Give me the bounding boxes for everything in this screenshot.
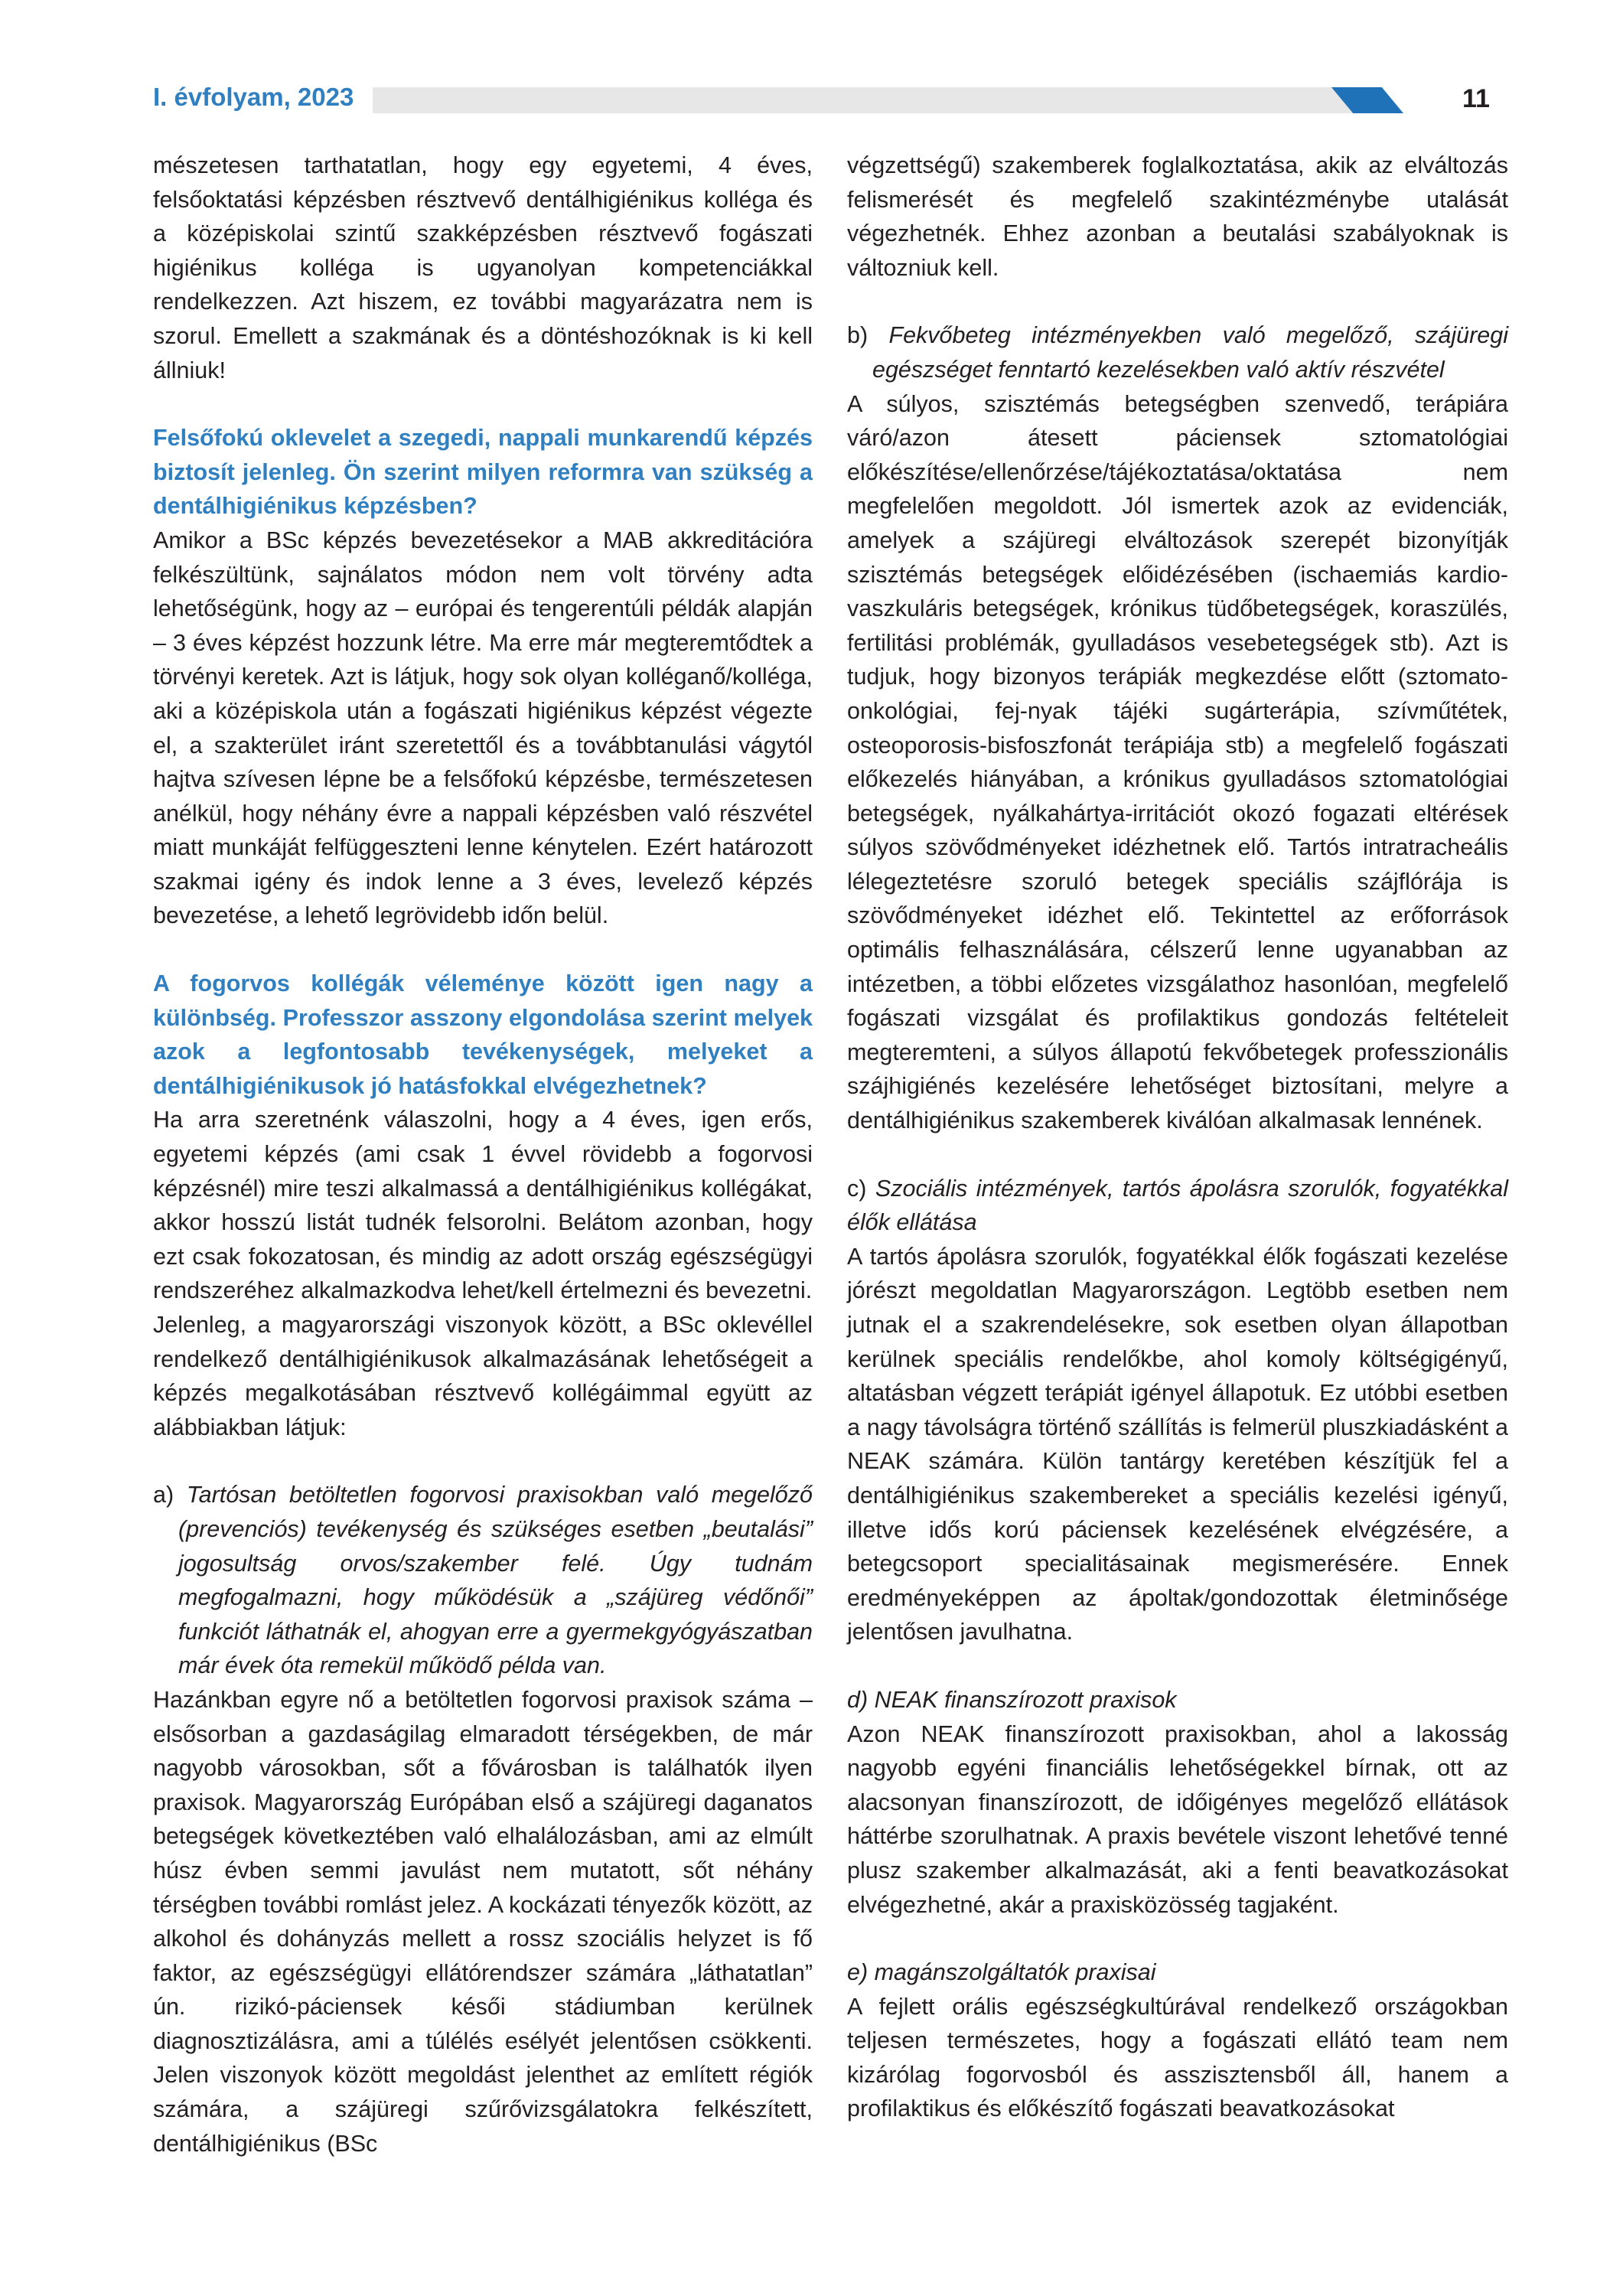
list-item-label: a) xyxy=(153,1482,174,1508)
list-item-b xyxy=(847,318,1508,386)
list-item-c xyxy=(847,1172,1508,1240)
paragraph: Jelenleg, a magyarországi viszonyok között, a BSc oklevéllel rendelkező dentálhigiénikusok alkalmazásának lehetőségeit a képzés megalkotásában résztvevő kollégáimmal együtt az alábbiakban látjuk: xyxy=(153,1312,813,1440)
paragraph: A súlyos, szisztémás betegségben szenvedő, terápiára váró/azon átesett páciensek sztomatológiai előkészítése/ellenőrzése/tájékoztatása/oktatása nem megfelelően megoldott. Jól ismertek azok az evidenciák, amelyek a szájüregi elváltozások szerepét bizonyítják szisztémás betegségek előidézésében (ischaemiás kardio-vaszkuláris betegségek, krónikus tüdőbetegségek, koraszülés, fertilitási problémák, gyulladásos vesebetegségek stb). Azt is tudjuk, hogy bizonyos terápiák megkezdése előtt (sztomato-onkológiai, fej-nyak tájéki sugárterápia, szívműtétek, osteoporosis-bisfoszfonát terápiája stb) a megfelelő fogászati előkezelés hiányában, a krónikus gyulladásos sztomatológiai betegségek, nyálkahártya-irritációt okozó fogazati eltérések súlyos szövődményeket idézhetnek elő. Tartós intratracheális lélegeztetésre szoruló betegek speciális szájflórája is szövődményeket idézhet elő. Tekintettel az erőforrások optimális felhasználására, célszerű lenne ugyanabban az intézetben, a többi előzetes vizsgálathoz hasonlóan, megfelelő fogászati vizsgálat és profilaktikus gondozás feltételeit megteremteni, a súlyos állapotú fekvőbetegek professzionális szájhigiénés kezelésére lehetőséget biztosítani, melyre a dentálhigiénikus szakemberek kiválóan alkalmasak lennének. xyxy=(847,390,1508,1134)
right-column xyxy=(847,148,1508,2126)
list-item-text: Szociális intézmények, tartós ápolásra szorulók, fogyatékkal élők ellátása xyxy=(847,1175,1508,1236)
header-bar xyxy=(373,87,1383,113)
volume-label: I. évfolyam, 2023 xyxy=(153,83,354,111)
interview-question: A fogorvos kollégák véleménye között igen nagy a különbség. Professzor asszony elgondolása szerint melyek azok a legfontosabb tevékenységek, melyeket a dentálhigiénikusok jó hatásfokkal elvégezhetnek? xyxy=(153,970,813,1099)
list-item-text: Fekvőbeteg intézményekben való megelőző, szájüregi egészséget fenntartó kezelésekben való aktív részvétel xyxy=(872,322,1508,383)
paragraph: végzettségű) szakemberek foglalkoztatása, akik az elváltozás felismerését és megfelelő szakintézménybe utalását végezhetnék. Ehhez azonban a beutalási szabályoknak is változniuk kell. xyxy=(847,152,1508,281)
list-item-d: d) NEAK finanszírozott praxisok xyxy=(847,1686,1177,1713)
paragraph: A tartós ápolásra szorulók, fogyatékkal élők fogászati kezelése jórészt megoldatlan Magyarországon. Legtöbb esetben nem jutnak el a szakrendelésekre, sok esetben olyan állapotban kerülnek speciális rendelőkbe, ahol komoly költségigényű, altatásban végzett terápiát igényel állapotuk. Ez utóbbi esetben a nagy távolságra történő szállítás is felmerül pluszkiadásként a NEAK számára. Külön tantárgy keretében készítjük fel a dentálhigiénikus szakembereket a speciális kezelési igényű, illetve idős korú páciensek kezelésének elvégzésére, a betegcsoport specialitásainak megismerésére. Ennek eredményeképpen az ápoltak/gondozottak életminősége jelentősen javulhatna. xyxy=(847,1243,1508,1645)
list-item-label: c) xyxy=(847,1175,867,1202)
list-item-text: Tartósan betöltetlen fogorvosi praxisokban való megelőző (prevenciós) tevékenység és szükséges esetben „beutalási” jogosultság orvos/szakember felé. Úgy tudnám megfogalmazni, hogy működésük a „szájüreg védőnői” funkciót láthatnák el, ahogyan erre a gyermekgyógyászatban már évek óta remekül működő példa van. xyxy=(178,1482,813,1679)
paragraph: Azon NEAK finanszírozott praxisokban, ahol a lakosság nagyobb egyéni financiális lehetőségekkel bírnak, ott az alacsonyan finanszírozott, de időigényes megelőző ellátások háttérbe szorulhatnak. A praxis bevétele viszont lehetővé tenné plusz szakember alkalmazását, aki a fenti beavatkozásokat elvégezhetné, akár a praxisközösség tagjaként. xyxy=(847,1720,1508,1918)
list-item-label: b) xyxy=(847,322,869,349)
page-number: 11 xyxy=(1462,84,1490,113)
list-item-a xyxy=(153,1478,813,1683)
interview-question: Felsőfokú oklevelet a szegedi, nappali munkarendű képzés biztosít jelenleg. Ön szerint milyen reformra van szükség a dentálhigiénikus képzésben? xyxy=(153,425,813,520)
paragraph: Amikor a BSc képzés bevezetésekor a MAB akkreditációra felkészültünk, sajnálatos módon nem volt törvény adta lehetőségünk, hogy az – európai és tengerentúli példák alapján – 3 éves képzést hozzunk létre. Ma erre már megteremtődtek a törvényi keretek. Azt is látjuk, hogy sok olyan kolléganő/kolléga, aki a középiskola után a fogászati higiénikus képzést végezte el, a szakterület iránt szeretettől és a továbbtanulási vágytól hajtva szívesen lépne be a felsőfokú képzésbe, természetesen anélkül, hogy néhány évre a nappali képzésben való részvétel miatt munkáját felfüggeszteni lenne kénytelen. Ezért határozott szakmai igény és indok lenne a 3 éves, levelező képzés bevezetése, a lehető legrövidebb időn belül. xyxy=(153,527,813,929)
paragraph: A fejlett orális egészségkultúrával rendelkező országokban teljesen természetes, hogy a fogászati ellátó team nem kizárólag fogorvosból és asszisztensből áll, hanem a profilaktikus és előkészítő fogászati beavatkozásokat xyxy=(847,1993,1508,2122)
left-column xyxy=(153,148,813,2161)
page-header xyxy=(0,0,1623,153)
list-item-e: e) magánszolgáltatók praxisai xyxy=(847,1959,1156,1986)
paragraph: Hazánkban egyre nő a betöltetlen fogorvosi praxisok száma – elsősorban a gazdaságilag elmaradott térségekben, de már nagyobb városokban, sőt a fővárosban is találhatók ilyen praxisok. Magyarország Európában első a szájüregi daganatos betegségek következtében való elhalálozásban, ami az elmúlt húsz évben semmi javulást nem mutatott, sőt néhány térségben további romlást jelez. A kockázati tényezők között, az alkohol és dohányzás mellett a rossz szociális helyzet is fő faktor, az egészségügyi ellátórendszer számára „láthatatlan” ún. rizikó-páciensek késői stádiumban kerülnek diagnosztizálásra, ami a túlélés esélyét jelentősen csökkenti. Jelen viszonyok között megoldást jelenthet az említett régiók számára, a szájüregi szűrővizsgálatokra felkészített, dentálhigiénikus (BSc xyxy=(153,1686,813,2157)
paragraph: Ha arra szeretnénk válaszolni, hogy a 4 éves, igen erős, egyetemi képzés (ami csak 1 évvel rövidebb a fogorvosi képzésnél) mire teszi alkalmassá a dentálhigiénikus kollégákat, akkor hosszú listát tudnék felsorolni. Belátom azonban, hogy ezt csak fokozatosan, és mindig az adott ország egészségügyi rendszeréhez alkalmazkodva lehet/kell értelmezni és bevezetni. xyxy=(153,1107,813,1304)
paragraph: mészetesen tarthatatlan, hogy egy egyetemi, 4 éves, felsőoktatási képzésben résztvevő dentálhigiénikus kolléga és a középiskolai szintű szakképzésben résztvevő fogászati higiénikus kolléga is ugyanolyan kompetenciákkal rendelkezzen. Azt hiszem, ez további magyarázatra nem is szorul. Emellett a szakmának és a döntéshozóknak is ki kell állniuk! xyxy=(153,152,813,383)
